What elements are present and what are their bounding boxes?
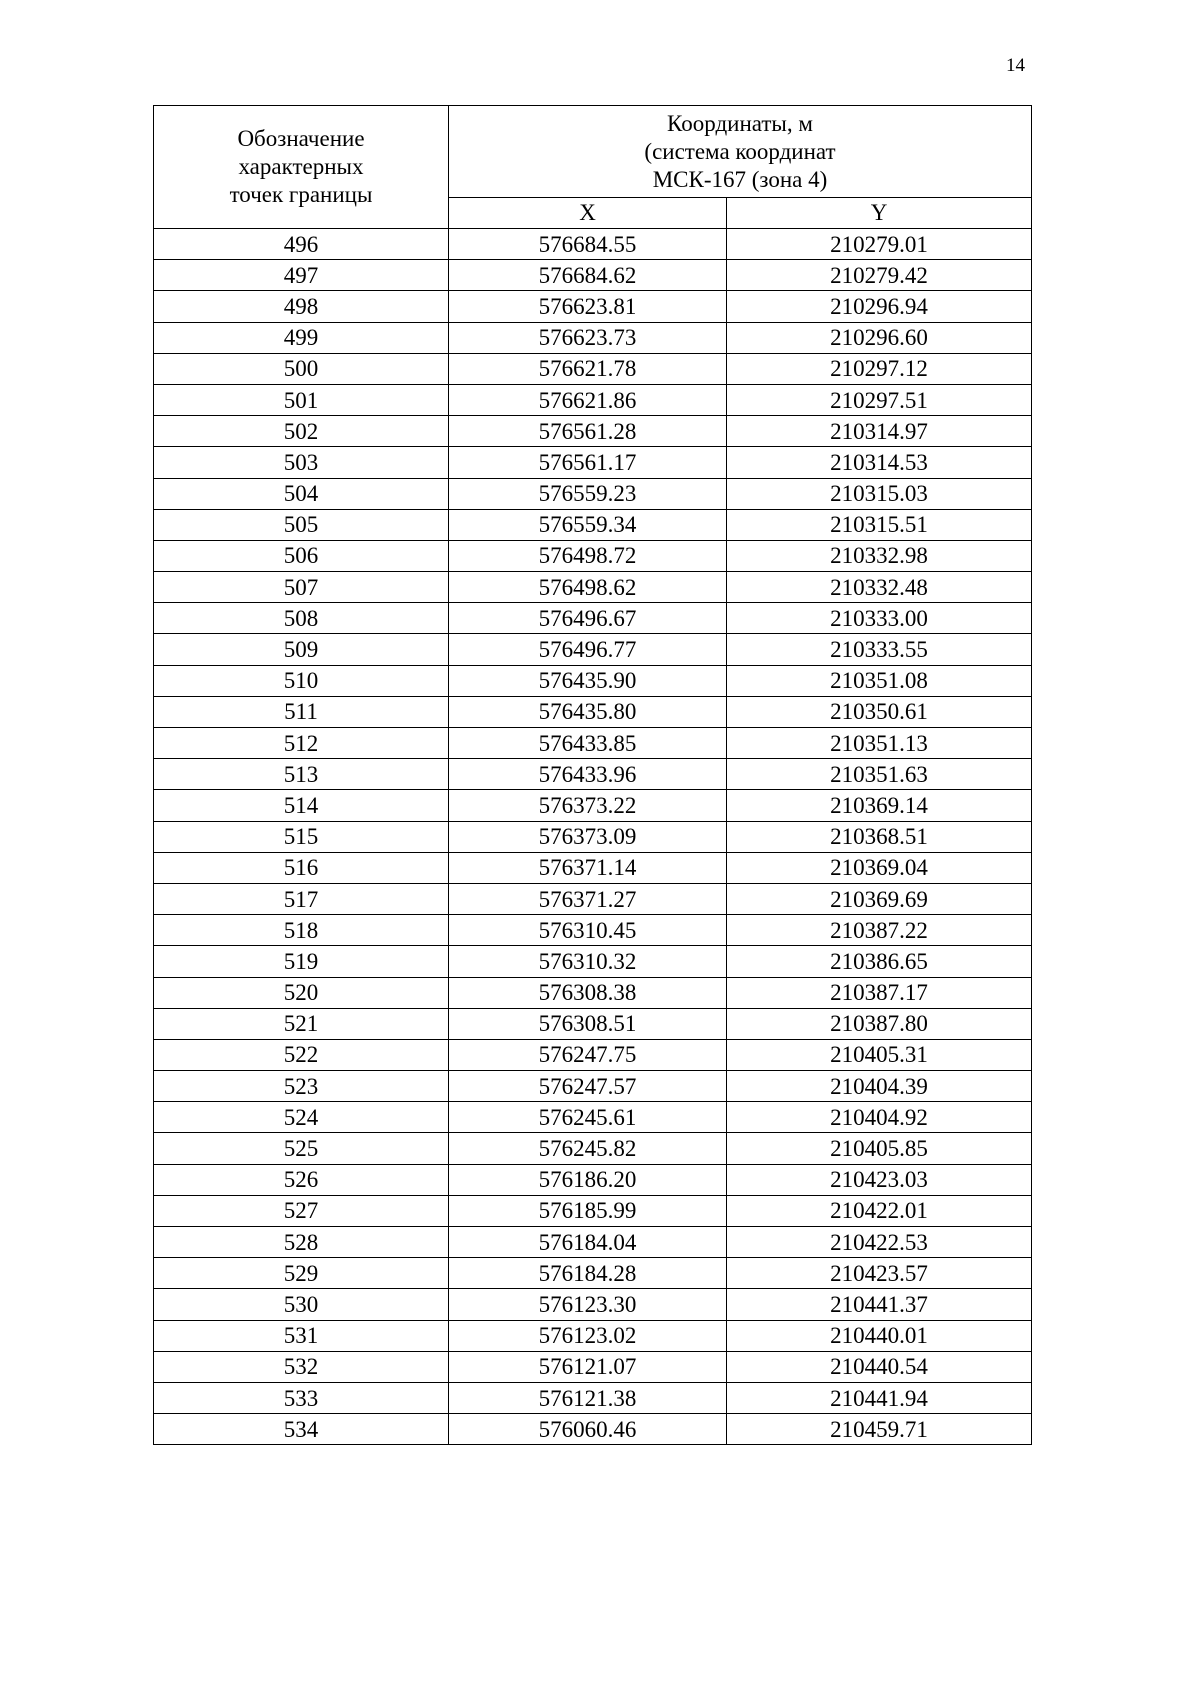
y-coordinate-cell: 210296.94: [727, 291, 1032, 322]
table-row: [154, 1102, 1032, 1133]
y-coordinate-cell: 210296.60: [727, 322, 1032, 353]
table-row: [154, 977, 1032, 1008]
y-coordinate-cell: 210404.92: [727, 1102, 1032, 1133]
table-row: [154, 1414, 1032, 1445]
point-number-cell: 508: [154, 603, 449, 634]
x-coordinate-cell: 576496.67: [449, 603, 727, 634]
x-coordinate-cell: 576371.27: [449, 883, 727, 914]
table-row: [154, 946, 1032, 977]
point-number-cell: 518: [154, 915, 449, 946]
table-row: [154, 260, 1032, 291]
table-row: [154, 696, 1032, 727]
point-number-cell: 503: [154, 447, 449, 478]
point-number-cell: 519: [154, 946, 449, 977]
x-coordinate-cell: 576184.04: [449, 1227, 727, 1258]
y-coordinate-cell: 210314.53: [727, 447, 1032, 478]
x-coordinate-cell: 576559.23: [449, 478, 727, 509]
table-row: [154, 1133, 1032, 1164]
x-coordinate-cell: 576498.72: [449, 540, 727, 571]
point-number-cell: 528: [154, 1227, 449, 1258]
table-header: [154, 106, 1032, 229]
x-coordinate-cell: 576621.78: [449, 353, 727, 384]
x-coordinate-cell: 576308.38: [449, 977, 727, 1008]
x-coordinate-cell: 576123.30: [449, 1289, 727, 1320]
x-column-header: X: [449, 198, 727, 229]
y-coordinate-cell: 210423.03: [727, 1164, 1032, 1195]
x-coordinate-cell: 576433.85: [449, 728, 727, 759]
table-row: [154, 1351, 1032, 1382]
y-coordinate-cell: 210369.69: [727, 883, 1032, 914]
x-coordinate-cell: 576245.61: [449, 1102, 727, 1133]
point-number-cell: 529: [154, 1258, 449, 1289]
point-number-cell: 496: [154, 229, 449, 260]
y-coordinate-cell: 210422.53: [727, 1227, 1032, 1258]
table-row: [154, 322, 1032, 353]
point-number-cell: 513: [154, 759, 449, 790]
x-coordinate-cell: 576561.17: [449, 447, 727, 478]
table-row: [154, 1382, 1032, 1413]
y-coordinate-cell: 210440.01: [727, 1320, 1032, 1351]
y-coordinate-cell: 210297.51: [727, 384, 1032, 415]
x-coordinate-cell: 576435.90: [449, 665, 727, 696]
coordinates-column-header: Координаты, м (система координат МСК-167 (зона 4): [449, 106, 1032, 198]
x-coordinate-cell: 576684.55: [449, 229, 727, 260]
page-number: 14: [1006, 55, 1025, 76]
point-number-cell: 507: [154, 572, 449, 603]
y-coordinate-cell: 210332.48: [727, 572, 1032, 603]
y-coordinate-cell: 210332.98: [727, 540, 1032, 571]
table-row: [154, 603, 1032, 634]
point-number-cell: 509: [154, 634, 449, 665]
x-coordinate-cell: 576184.28: [449, 1258, 727, 1289]
y-coordinate-cell: 210405.85: [727, 1133, 1032, 1164]
y-coordinate-cell: 210441.94: [727, 1382, 1032, 1413]
y-coordinate-cell: 210440.54: [727, 1351, 1032, 1382]
y-coordinate-cell: 210387.17: [727, 977, 1032, 1008]
table-row: [154, 353, 1032, 384]
x-coordinate-cell: 576433.96: [449, 759, 727, 790]
y-coordinate-cell: 210279.42: [727, 260, 1032, 291]
table-row: [154, 634, 1032, 665]
point-number-cell: 498: [154, 291, 449, 322]
point-number-cell: 505: [154, 509, 449, 540]
table-row: [154, 229, 1032, 260]
x-coordinate-cell: 576123.02: [449, 1320, 727, 1351]
point-number-cell: 521: [154, 1008, 449, 1039]
y-coordinate-cell: 210405.31: [727, 1039, 1032, 1070]
y-coordinate-cell: 210404.39: [727, 1071, 1032, 1102]
table-row: [154, 447, 1032, 478]
y-coordinate-cell: 210350.61: [727, 696, 1032, 727]
point-number-cell: 524: [154, 1102, 449, 1133]
x-coordinate-cell: 576561.28: [449, 416, 727, 447]
x-coordinate-cell: 576245.82: [449, 1133, 727, 1164]
y-column-header: Y: [727, 198, 1032, 229]
point-number-cell: 512: [154, 728, 449, 759]
y-coordinate-cell: 210351.13: [727, 728, 1032, 759]
table-row: [154, 790, 1032, 821]
x-coordinate-cell: 576559.34: [449, 509, 727, 540]
point-number-cell: 506: [154, 540, 449, 571]
table-row: [154, 384, 1032, 415]
x-coordinate-cell: 576373.09: [449, 821, 727, 852]
table-row: [154, 1320, 1032, 1351]
y-coordinate-cell: 210386.65: [727, 946, 1032, 977]
y-coordinate-cell: 210422.01: [727, 1195, 1032, 1226]
y-coordinate-cell: 210314.97: [727, 416, 1032, 447]
point-number-cell: 533: [154, 1382, 449, 1413]
table-row: [154, 852, 1032, 883]
point-number-cell: 500: [154, 353, 449, 384]
y-coordinate-cell: 210315.51: [727, 509, 1032, 540]
point-number-cell: 526: [154, 1164, 449, 1195]
x-coordinate-cell: 576247.75: [449, 1039, 727, 1070]
table-row: [154, 1164, 1032, 1195]
table-row: [154, 1008, 1032, 1039]
point-number-cell: 532: [154, 1351, 449, 1382]
x-coordinate-cell: 576060.46: [449, 1414, 727, 1445]
x-coordinate-cell: 576498.62: [449, 572, 727, 603]
point-number-cell: 502: [154, 416, 449, 447]
x-coordinate-cell: 576121.38: [449, 1382, 727, 1413]
point-number-cell: 523: [154, 1071, 449, 1102]
point-number-cell: 515: [154, 821, 449, 852]
point-number-cell: 534: [154, 1414, 449, 1445]
y-coordinate-cell: 210387.22: [727, 915, 1032, 946]
x-coordinate-cell: 576496.77: [449, 634, 727, 665]
point-number-cell: 499: [154, 322, 449, 353]
table-row: [154, 728, 1032, 759]
x-coordinate-cell: 576310.45: [449, 915, 727, 946]
x-coordinate-cell: 576371.14: [449, 852, 727, 883]
point-number-cell: 501: [154, 384, 449, 415]
table-row: [154, 821, 1032, 852]
table-row: [154, 1195, 1032, 1226]
table-body: [154, 229, 1032, 1445]
table-row: [154, 509, 1032, 540]
table-row: [154, 572, 1032, 603]
point-number-cell: 522: [154, 1039, 449, 1070]
table-row: [154, 665, 1032, 696]
y-coordinate-cell: 210369.14: [727, 790, 1032, 821]
points-column-header: Обозначение характерных точек границы: [154, 106, 449, 229]
y-coordinate-cell: 210459.71: [727, 1414, 1032, 1445]
table-row: [154, 478, 1032, 509]
table-row: [154, 291, 1032, 322]
coordinates-table: [153, 105, 1032, 1445]
y-coordinate-cell: 210351.63: [727, 759, 1032, 790]
point-number-cell: 510: [154, 665, 449, 696]
x-coordinate-cell: 576185.99: [449, 1195, 727, 1226]
point-number-cell: 530: [154, 1289, 449, 1320]
y-coordinate-cell: 210423.57: [727, 1258, 1032, 1289]
table-row: [154, 883, 1032, 914]
x-coordinate-cell: 576684.62: [449, 260, 727, 291]
y-coordinate-cell: 210279.01: [727, 229, 1032, 260]
y-coordinate-cell: 210315.03: [727, 478, 1032, 509]
x-coordinate-cell: 576373.22: [449, 790, 727, 821]
table-row: [154, 1258, 1032, 1289]
table-row: [154, 915, 1032, 946]
y-coordinate-cell: 210351.08: [727, 665, 1032, 696]
y-coordinate-cell: 210441.37: [727, 1289, 1032, 1320]
x-coordinate-cell: 576621.86: [449, 384, 727, 415]
x-coordinate-cell: 576435.80: [449, 696, 727, 727]
x-coordinate-cell: 576186.20: [449, 1164, 727, 1195]
y-coordinate-cell: 210297.12: [727, 353, 1032, 384]
table-row: [154, 759, 1032, 790]
point-number-cell: 527: [154, 1195, 449, 1226]
point-number-cell: 516: [154, 852, 449, 883]
point-number-cell: 504: [154, 478, 449, 509]
x-coordinate-cell: 576121.07: [449, 1351, 727, 1382]
point-number-cell: 520: [154, 977, 449, 1008]
table-row: [154, 1071, 1032, 1102]
x-coordinate-cell: 576623.81: [449, 291, 727, 322]
y-coordinate-cell: 210333.00: [727, 603, 1032, 634]
point-number-cell: 517: [154, 883, 449, 914]
table-row: [154, 1039, 1032, 1070]
x-coordinate-cell: 576310.32: [449, 946, 727, 977]
x-coordinate-cell: 576623.73: [449, 322, 727, 353]
table-row: [154, 540, 1032, 571]
x-coordinate-cell: 576308.51: [449, 1008, 727, 1039]
table-row: [154, 1289, 1032, 1320]
y-coordinate-cell: 210387.80: [727, 1008, 1032, 1039]
point-number-cell: 514: [154, 790, 449, 821]
point-number-cell: 525: [154, 1133, 449, 1164]
point-number-cell: 511: [154, 696, 449, 727]
y-coordinate-cell: 210369.04: [727, 852, 1032, 883]
table-row: [154, 416, 1032, 447]
x-coordinate-cell: 576247.57: [449, 1071, 727, 1102]
point-number-cell: 531: [154, 1320, 449, 1351]
point-number-cell: 497: [154, 260, 449, 291]
table-row: [154, 1227, 1032, 1258]
y-coordinate-cell: 210333.55: [727, 634, 1032, 665]
y-coordinate-cell: 210368.51: [727, 821, 1032, 852]
